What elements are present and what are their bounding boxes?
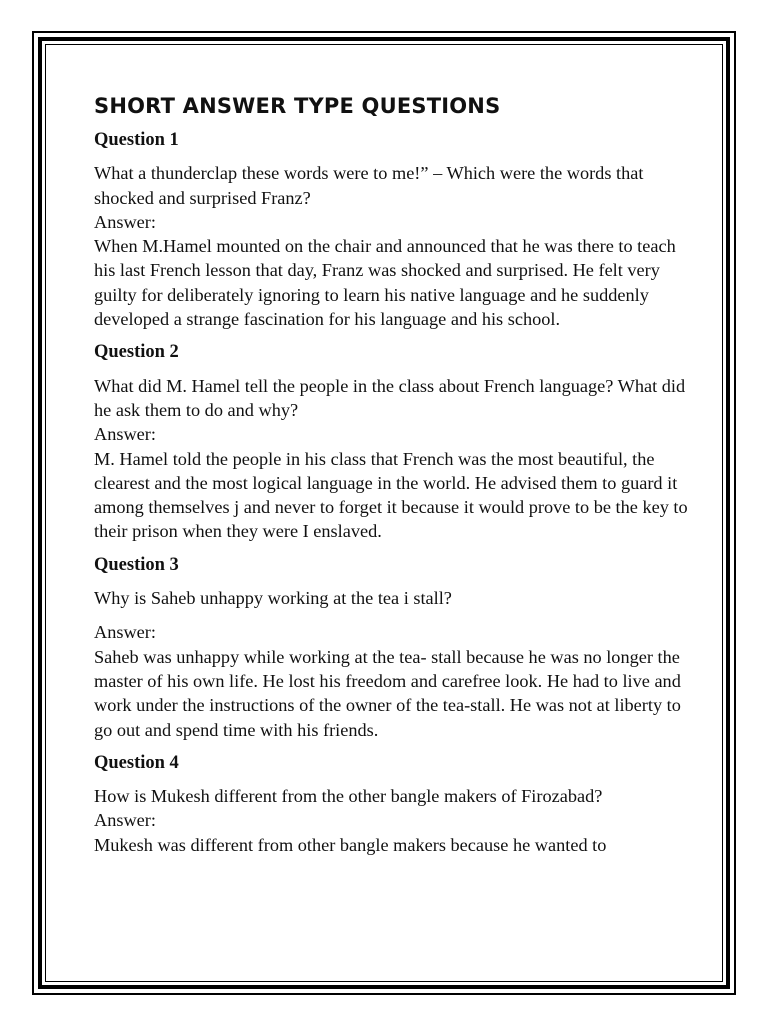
answer-text: M. Hamel told the people in his class that French was the most beautiful, the clearest and the most logical language in the world. He advised them to guard it among themselves j and never to forget it because it would prove to be the key to their prison when they were I enslaved. (94, 448, 688, 542)
question-text: Why is Saheb unhappy working at the tea i stall? (94, 588, 452, 609)
question-text: What a thunderclap these words were to me!” – Which were the words that shocked and surprised Franz? (94, 163, 644, 208)
question-title: Question 3 (94, 554, 179, 575)
spacer (94, 610, 694, 620)
answer-label: Answer: (94, 211, 156, 232)
answer-text: When M.Hamel mounted on the chair and announced that he was there to teach his last French lesson that day, Franz was shocked and surprised. He felt very guilty for deliberately ignoring to learn his native language and he suddenly developed a strange fascination for his language and his school. (94, 236, 676, 330)
question-title: Question 2 (94, 342, 179, 363)
page-heading: SHORT ANSWER TYPE QUESTIONS (94, 94, 501, 118)
question-text: What did M. Hamel tell the people in the class about French language? What did he ask them to do and why? (94, 375, 686, 420)
answer-text: Mukesh was different from other bangle makers because he wanted to (94, 834, 607, 855)
question-title: Question 1 (94, 130, 179, 150)
answer-label: Answer: (94, 622, 156, 643)
qa-block-3 (94, 553, 694, 742)
answer-label: Answer: (94, 424, 156, 445)
question-title: Question 4 (94, 752, 179, 773)
qa-block-2 (94, 340, 694, 543)
document-content (94, 88, 694, 866)
question-text: How is Mukesh different from the other bangle makers of Firozabad? (94, 786, 603, 807)
answer-text: Saheb was unhappy while working at the tea- stall because he was no longer the master of his own life. He lost his freedom and carefree look. He had to live and work under the instructions of the owner of the tea-stall. He was not at liberty to go out and spend time with his friends. (94, 646, 681, 740)
answer-label: Answer: (94, 810, 156, 831)
qa-block-4 (94, 751, 694, 857)
qa-block-1 (94, 128, 694, 331)
